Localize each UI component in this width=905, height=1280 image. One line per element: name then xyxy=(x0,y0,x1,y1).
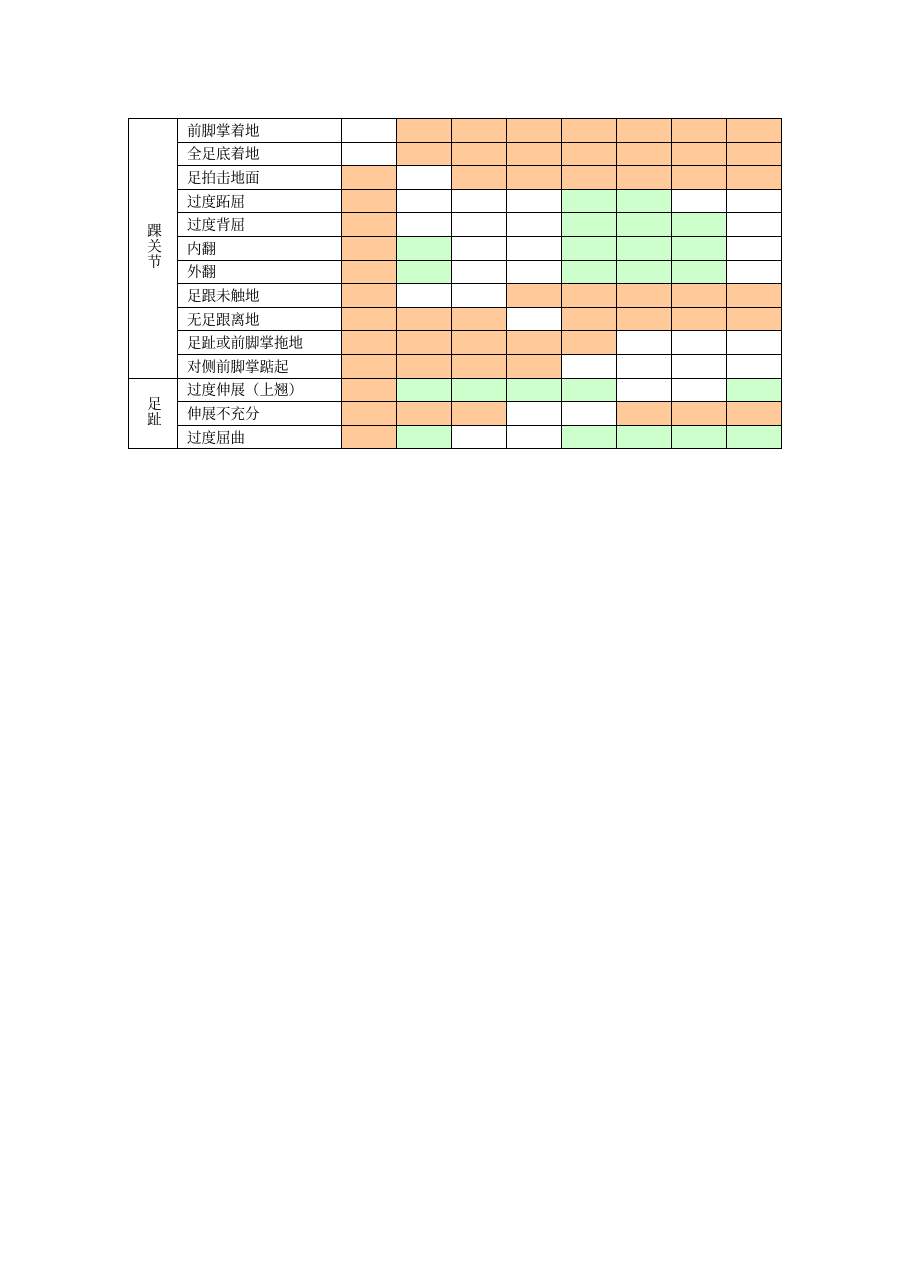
table-row xyxy=(129,354,782,378)
status-cell xyxy=(727,378,782,402)
status-cell xyxy=(672,236,727,260)
status-cell xyxy=(672,166,727,190)
table-row xyxy=(129,402,782,426)
status-cell xyxy=(452,378,507,402)
status-cell xyxy=(507,354,562,378)
status-cell xyxy=(342,331,397,355)
row-label: 无足跟离地 xyxy=(178,307,342,331)
table-row xyxy=(129,331,782,355)
status-cell xyxy=(672,142,727,166)
status-cell xyxy=(617,402,672,426)
status-cell xyxy=(617,378,672,402)
status-cell xyxy=(562,354,617,378)
row-label: 过度屈曲 xyxy=(178,425,342,449)
group-cell xyxy=(129,378,178,449)
status-cell xyxy=(507,331,562,355)
table-row xyxy=(129,166,782,190)
status-cell xyxy=(507,260,562,284)
status-cell xyxy=(727,119,782,143)
status-cell xyxy=(672,189,727,213)
status-cell xyxy=(727,425,782,449)
status-cell xyxy=(397,378,452,402)
status-cell xyxy=(452,189,507,213)
status-cell xyxy=(727,354,782,378)
status-cell xyxy=(452,425,507,449)
status-cell xyxy=(617,236,672,260)
status-cell xyxy=(507,236,562,260)
row-label: 伸展不充分 xyxy=(178,402,342,426)
status-cell xyxy=(342,213,397,237)
status-cell xyxy=(617,119,672,143)
table-row xyxy=(129,119,782,143)
status-cell xyxy=(342,307,397,331)
status-cell xyxy=(672,213,727,237)
status-cell xyxy=(452,213,507,237)
status-cell xyxy=(342,119,397,143)
group-label: 踝关节 xyxy=(145,223,161,270)
row-label: 足趾或前脚掌拖地 xyxy=(178,331,342,355)
row-label: 内翻 xyxy=(178,236,342,260)
status-cell xyxy=(397,307,452,331)
status-cell xyxy=(397,166,452,190)
status-cell xyxy=(507,189,562,213)
status-cell xyxy=(397,331,452,355)
row-label: 足跟未触地 xyxy=(178,284,342,308)
status-cell xyxy=(397,142,452,166)
row-label: 对侧前脚掌踮起 xyxy=(178,354,342,378)
status-cell xyxy=(562,119,617,143)
gait-deviation-table xyxy=(128,118,782,449)
status-cell xyxy=(562,307,617,331)
status-cell xyxy=(727,142,782,166)
status-cell xyxy=(672,402,727,426)
row-label: 全足底着地 xyxy=(178,142,342,166)
group-label: 足趾 xyxy=(145,395,161,427)
status-cell xyxy=(452,402,507,426)
status-cell xyxy=(397,189,452,213)
status-cell xyxy=(342,354,397,378)
status-cell xyxy=(617,307,672,331)
status-cell xyxy=(727,260,782,284)
status-cell xyxy=(727,166,782,190)
table-row xyxy=(129,260,782,284)
row-label: 前脚掌着地 xyxy=(178,119,342,143)
status-cell xyxy=(727,189,782,213)
table-row xyxy=(129,284,782,308)
status-cell xyxy=(617,284,672,308)
status-cell xyxy=(397,402,452,426)
table-body xyxy=(129,119,782,449)
status-cell xyxy=(727,331,782,355)
status-cell xyxy=(617,213,672,237)
status-cell xyxy=(727,307,782,331)
status-cell xyxy=(672,284,727,308)
table-row xyxy=(129,378,782,402)
status-cell xyxy=(342,425,397,449)
status-cell xyxy=(617,189,672,213)
status-cell xyxy=(727,284,782,308)
status-cell xyxy=(507,142,562,166)
row-label: 过度背屈 xyxy=(178,213,342,237)
row-label: 过度伸展（上翘） xyxy=(178,378,342,402)
status-cell xyxy=(672,307,727,331)
status-cell xyxy=(507,378,562,402)
status-cell xyxy=(342,142,397,166)
status-cell xyxy=(452,331,507,355)
status-cell xyxy=(617,331,672,355)
status-cell xyxy=(562,331,617,355)
status-cell xyxy=(397,119,452,143)
status-cell xyxy=(452,307,507,331)
table-row xyxy=(129,142,782,166)
status-cell xyxy=(562,166,617,190)
group-cell xyxy=(129,119,178,379)
status-cell xyxy=(342,166,397,190)
status-cell xyxy=(672,425,727,449)
status-cell xyxy=(342,402,397,426)
status-cell xyxy=(672,119,727,143)
status-cell xyxy=(507,307,562,331)
status-cell xyxy=(562,284,617,308)
status-cell xyxy=(672,378,727,402)
row-label: 外翻 xyxy=(178,260,342,284)
status-cell xyxy=(562,425,617,449)
status-cell xyxy=(397,425,452,449)
status-cell xyxy=(562,378,617,402)
status-cell xyxy=(727,402,782,426)
status-cell xyxy=(507,166,562,190)
status-cell xyxy=(452,354,507,378)
status-cell xyxy=(727,213,782,237)
status-cell xyxy=(672,260,727,284)
status-cell xyxy=(507,119,562,143)
status-cell xyxy=(617,425,672,449)
status-cell xyxy=(452,236,507,260)
status-cell xyxy=(672,331,727,355)
status-cell xyxy=(397,213,452,237)
status-cell xyxy=(397,284,452,308)
status-cell xyxy=(397,354,452,378)
status-cell xyxy=(452,119,507,143)
status-cell xyxy=(507,402,562,426)
status-cell xyxy=(507,284,562,308)
status-cell xyxy=(452,260,507,284)
table-row xyxy=(129,189,782,213)
table-row xyxy=(129,425,782,449)
status-cell xyxy=(342,236,397,260)
status-cell xyxy=(342,284,397,308)
status-cell xyxy=(617,260,672,284)
status-cell xyxy=(617,354,672,378)
status-cell xyxy=(617,142,672,166)
status-cell xyxy=(562,260,617,284)
status-cell xyxy=(562,213,617,237)
status-cell xyxy=(562,189,617,213)
status-cell xyxy=(397,236,452,260)
status-cell xyxy=(562,236,617,260)
status-cell xyxy=(562,142,617,166)
table-row xyxy=(129,307,782,331)
row-label: 足拍击地面 xyxy=(178,166,342,190)
status-cell xyxy=(672,354,727,378)
table-row xyxy=(129,213,782,237)
status-cell xyxy=(727,236,782,260)
status-cell xyxy=(452,166,507,190)
status-cell xyxy=(617,166,672,190)
status-cell xyxy=(452,142,507,166)
status-cell xyxy=(452,284,507,308)
table-row xyxy=(129,236,782,260)
status-cell xyxy=(342,189,397,213)
row-label: 过度跖屈 xyxy=(178,189,342,213)
status-cell xyxy=(342,378,397,402)
status-cell xyxy=(507,425,562,449)
status-cell xyxy=(562,402,617,426)
status-cell xyxy=(507,213,562,237)
status-cell xyxy=(342,260,397,284)
status-cell xyxy=(397,260,452,284)
